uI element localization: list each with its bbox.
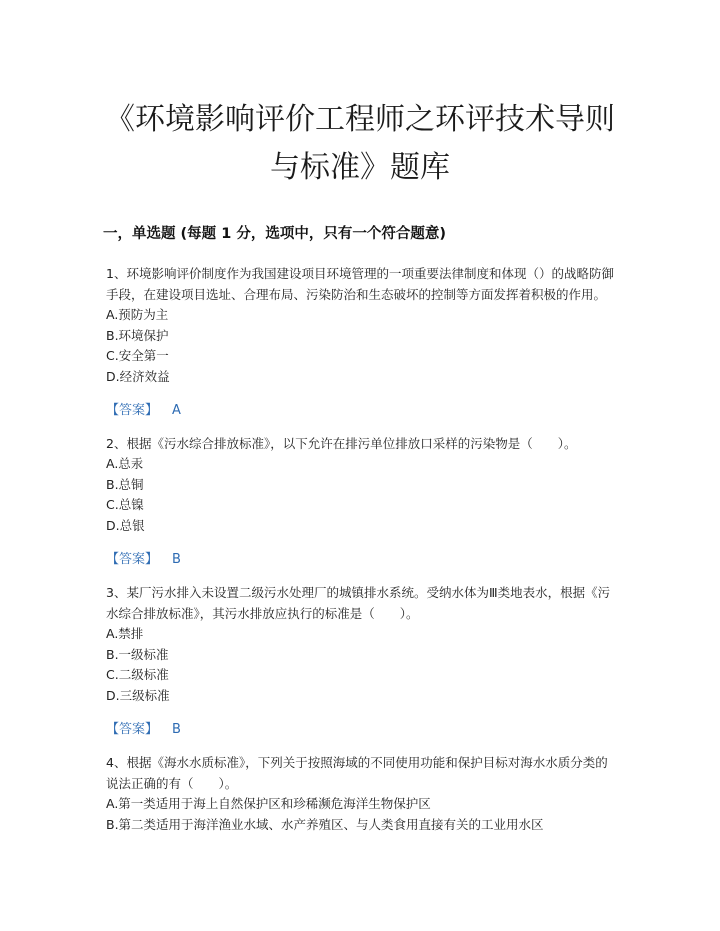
answer-value: A — [172, 403, 181, 418]
answer-line — [106, 720, 616, 740]
answer-value: B — [172, 552, 181, 567]
question-stem: 4、根据《海水水质标准》，下列关于按照海域的不同使用功能和保护目标对海水水质分类的说法正确的有（ ）。 — [106, 755, 608, 791]
question-4 — [106, 752, 616, 835]
answer-line — [106, 401, 616, 421]
answer-value: B — [172, 722, 181, 737]
question-stem: 2、根据《污水综合排放标准》，以下允许在排污单位排放口采样的污染物是（ ）。 — [106, 436, 577, 451]
option-a: A.总汞 — [106, 456, 144, 471]
answer-line — [106, 550, 616, 570]
question-stem: 1、环境影响评价制度作为我国建设项目环境管理的一项重要法律制度和体现（）的战略防御手段，在建设项目选址、合理布局、污染防治和生态破坏的控制等方面发挥着积极的作用。 — [106, 266, 614, 302]
question-list — [106, 263, 616, 835]
document-title: 《环境影响评价工程师之环评技术导则与标准》题库 — [105, 102, 615, 185]
option-c: C.总镍 — [106, 497, 144, 512]
answer-label: 【答案】 — [106, 722, 159, 737]
option-b: B.一级标准 — [106, 646, 169, 662]
option-a: A.第一类适用于海上自然保护区和珍稀濒危海洋生物保护区 — [106, 796, 431, 811]
question-stem: 3、某厂污水排入未设置二级污水处理厂的城镇排水系统。受纳水体为Ⅲ类地表水，根据《污水综合排放标准》，其污水排放应执行的标准是（ ）。 — [106, 585, 611, 621]
option-b: B.环境保护 — [106, 327, 169, 343]
option-a: A.预防为主 — [106, 307, 169, 322]
question-1 — [106, 263, 616, 421]
option-d: D.总银 — [106, 517, 145, 533]
option-c: C.安全第一 — [106, 348, 169, 363]
option-a: A.禁排 — [106, 626, 144, 641]
option-d: D.三级标准 — [106, 687, 170, 703]
option-b: B.总铜 — [106, 476, 144, 492]
answer-label: 【答案】 — [106, 552, 159, 567]
option-d: D.经济效益 — [106, 368, 170, 384]
answer-label: 【答案】 — [106, 403, 159, 418]
option-b: B.第二类适用于海洋渔业水域、水产养殖区、与人类食用直接有关的工业用水区 — [106, 816, 544, 832]
section-heading: 一，单选题 (每题 1 分，选项中，只有一个符合题意) — [103, 226, 446, 242]
option-c: C.二级标准 — [106, 667, 169, 682]
question-2 — [106, 433, 616, 570]
question-3 — [106, 582, 616, 740]
